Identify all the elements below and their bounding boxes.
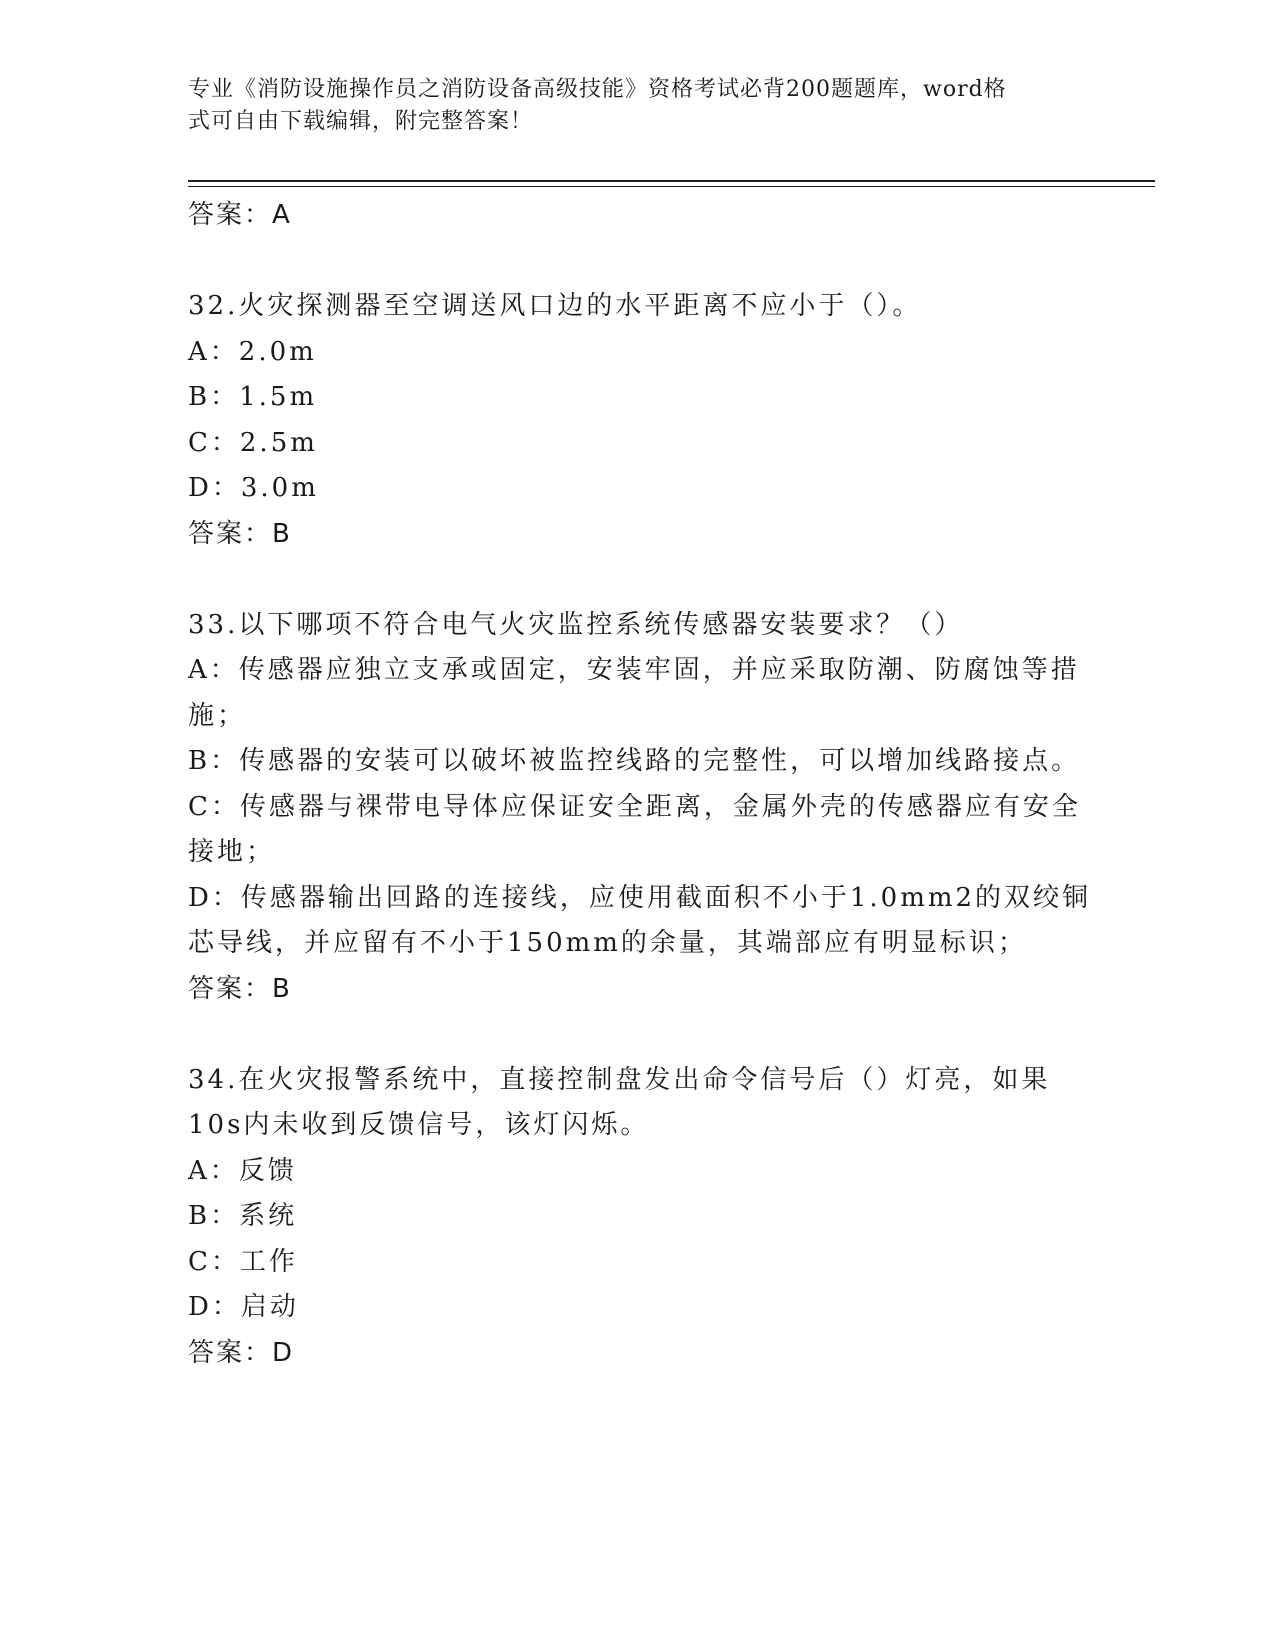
question-stem-continued: 10s内未收到反馈信号，该灯闪烁。 <box>188 1110 650 1140</box>
document-header <box>188 74 1068 138</box>
option-c: C：2.5m <box>188 427 318 458</box>
document-body <box>188 193 1092 1376</box>
question-block-33 <box>188 603 1092 1013</box>
option-c: C：工作 <box>188 1246 298 1277</box>
spacer <box>188 557 1088 603</box>
option-b: B：1.5m <box>188 382 318 412</box>
answer: 答案：B <box>188 973 292 1004</box>
header-line-2: 式可自由下载编辑，附完整答案！ <box>188 109 534 134</box>
question-block-32 <box>188 284 1088 557</box>
question-stem: 33.以下哪项不符合电气火灾监控系统传感器安装要求？（） <box>188 609 964 640</box>
question-block-34 <box>188 1058 1088 1377</box>
option-c: C：传感器与裸带电导体应保证安全距离，金属外壳的传感器应有安全 <box>188 791 1081 822</box>
answer: 答案：B <box>188 518 292 549</box>
question-stem: 34.在火灾报警系统中，直接控制盘发出命令信号后（）灯亮，如果 <box>188 1064 1051 1095</box>
option-a: A：反馈 <box>188 1155 297 1186</box>
spacer <box>188 239 1088 285</box>
option-d: D：传感器输出回路的连接线，应使用截面积不小于1.0mm2的双绞铜 <box>188 882 1092 913</box>
option-d-continued: 芯导线，并应留有不小于150mm的余量，其端部应有明显标识； <box>188 928 1027 958</box>
previous-answer: 答案：A <box>188 200 292 230</box>
header-line-1: 专业《消防设施操作员之消防设备高级技能》资格考试必背200题题库，word格 <box>188 77 1007 102</box>
header-divider-thick <box>188 180 1155 182</box>
option-c-continued: 接地； <box>188 837 276 867</box>
option-a-continued: 施； <box>188 700 247 731</box>
option-d: D：3.0m <box>188 473 319 503</box>
spacer <box>188 1012 1088 1058</box>
answer: 答案：D <box>188 1337 295 1368</box>
option-b: B：系统 <box>188 1201 298 1231</box>
option-b: B：传感器的安装可以破坏被监控线路的完整性，可以增加线路接点。 <box>188 746 1081 776</box>
option-a: A：传感器应独立支承或固定，安装牢固，并应采取防潮、防腐蚀等措 <box>188 655 1080 685</box>
option-a: A：2.0m <box>188 336 317 367</box>
header-divider-thin <box>188 186 1155 187</box>
option-d: D：启动 <box>188 1292 299 1322</box>
question-stem: 32.火灾探测器至空调送风口边的水平距离不应小于（）。 <box>188 291 922 321</box>
